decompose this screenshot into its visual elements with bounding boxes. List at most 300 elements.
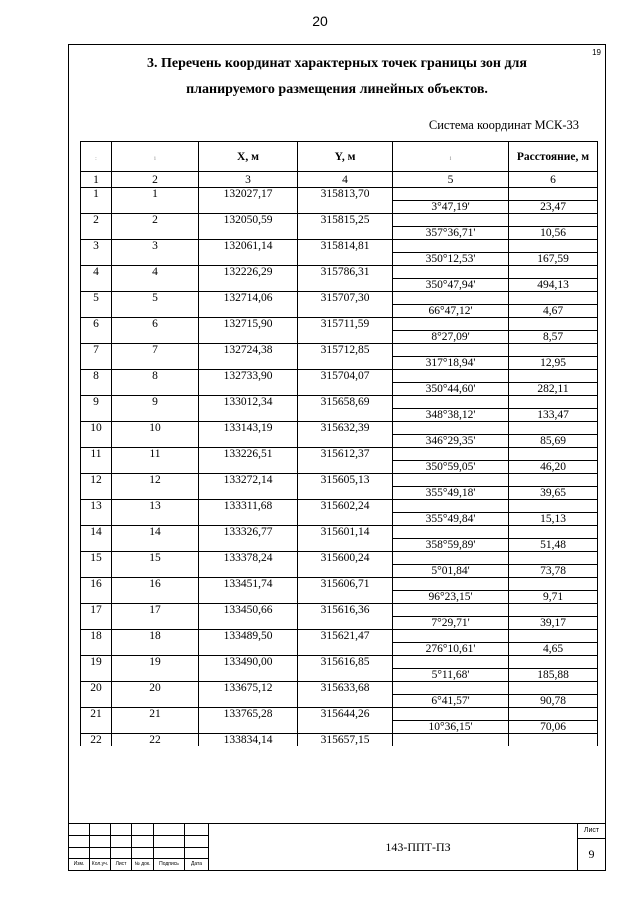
segment-distance-cell: 185,88 xyxy=(509,669,598,682)
column-number-row xyxy=(81,172,598,188)
segment-distance-cell: 23,47 xyxy=(509,201,598,214)
point-seq-cell: 22 xyxy=(81,734,112,747)
point-seq-cell: 10 xyxy=(81,422,112,435)
distance-cell xyxy=(509,708,598,721)
point-seq-cell: 13 xyxy=(81,500,112,513)
title-line-2: планируемого размещения линейных объектов. xyxy=(186,82,488,97)
point-seq-cell: 14 xyxy=(81,526,112,539)
distance-cell xyxy=(509,370,598,383)
direction-angle-cell: 10°36,15' xyxy=(393,721,509,734)
corner-sheet-number: 19 xyxy=(592,48,601,57)
segment-blank-cell xyxy=(298,435,393,448)
segment-blank-cell xyxy=(112,331,199,344)
x-coordinate-cell: 133378,24 xyxy=(199,552,298,565)
point-id-cell: 20 xyxy=(112,682,199,695)
direction-angle-cell: 8°27,09' xyxy=(393,331,509,344)
x-coordinate-cell: 132050,59 xyxy=(199,214,298,227)
direction-angle-cell: 350°44,60' xyxy=(393,383,509,396)
document-frame xyxy=(68,44,606,871)
point-id-cell: 16 xyxy=(112,578,199,591)
header-cell-point: i xyxy=(112,142,199,172)
y-coordinate-cell: 315712,85 xyxy=(298,344,393,357)
segment-row xyxy=(81,617,598,630)
direction-angle-cell: 346°29,35' xyxy=(393,435,509,448)
table-row xyxy=(81,526,598,539)
point-id-cell: 15 xyxy=(112,552,199,565)
segment-distance-cell: 12,95 xyxy=(509,357,598,370)
table-row xyxy=(81,266,598,279)
distance-cell xyxy=(509,448,598,461)
column-number: 3 xyxy=(199,172,298,188)
y-coordinate-cell: 315601,14 xyxy=(298,526,393,539)
x-coordinate-cell: 133451,74 xyxy=(199,578,298,591)
segment-distance-cell: 167,59 xyxy=(509,253,598,266)
segment-blank-cell xyxy=(81,643,112,656)
distance-cell xyxy=(509,422,598,435)
segment-blank-cell xyxy=(112,539,199,552)
point-id-cell: 6 xyxy=(112,318,199,331)
point-seq-cell: 16 xyxy=(81,578,112,591)
x-coordinate-cell: 133489,50 xyxy=(199,630,298,643)
point-seq-cell: 8 xyxy=(81,370,112,383)
segment-blank-cell xyxy=(199,487,298,500)
stamp-row-line xyxy=(69,847,209,848)
segment-blank-cell xyxy=(199,617,298,630)
angle-cell xyxy=(393,292,509,305)
x-coordinate-cell: 132715,90 xyxy=(199,318,298,331)
segment-blank-cell xyxy=(298,643,393,656)
point-id-cell: 3 xyxy=(112,240,199,253)
header-cell-number: : xyxy=(81,142,112,172)
table-row xyxy=(81,552,598,565)
point-id-cell: 21 xyxy=(112,708,199,721)
direction-angle-cell: 66°47,12' xyxy=(393,305,509,318)
table-row xyxy=(81,578,598,591)
table-row xyxy=(81,734,598,747)
x-coordinate-cell: 133226,51 xyxy=(199,448,298,461)
point-id-cell: 19 xyxy=(112,656,199,669)
segment-blank-cell xyxy=(199,253,298,266)
point-id-cell: 8 xyxy=(112,370,199,383)
distance-cell xyxy=(509,734,598,747)
stamp-label: Кол.уч. xyxy=(90,858,111,870)
segment-blank-cell xyxy=(298,565,393,578)
angle-cell xyxy=(393,708,509,721)
y-coordinate-cell: 315644,26 xyxy=(298,708,393,721)
segment-distance-cell: 70,06 xyxy=(509,721,598,734)
y-coordinate-cell: 315657,15 xyxy=(298,734,393,747)
segment-blank-cell xyxy=(298,461,393,474)
segment-distance-cell: 85,69 xyxy=(509,435,598,448)
segment-blank-cell xyxy=(112,357,199,370)
segment-blank-cell xyxy=(199,591,298,604)
distance-cell xyxy=(509,396,598,409)
point-id-cell: 12 xyxy=(112,474,199,487)
stamp-row-line xyxy=(69,835,209,836)
point-seq-cell: 17 xyxy=(81,604,112,617)
segment-blank-cell xyxy=(112,643,199,656)
x-coordinate-cell: 133490,00 xyxy=(199,656,298,669)
segment-row xyxy=(81,565,598,578)
angle-cell xyxy=(393,500,509,513)
segment-blank-cell xyxy=(112,201,199,214)
segment-blank-cell xyxy=(298,669,393,682)
header-cell-y: Y, м xyxy=(298,142,393,172)
segment-blank-cell xyxy=(298,331,393,344)
segment-blank-cell xyxy=(199,539,298,552)
segment-blank-cell xyxy=(81,617,112,630)
segment-blank-cell xyxy=(112,383,199,396)
segment-distance-cell: 494,13 xyxy=(509,279,598,292)
angle-cell xyxy=(393,578,509,591)
angle-cell xyxy=(393,474,509,487)
segment-row xyxy=(81,513,598,526)
table-header-row xyxy=(81,142,598,172)
x-coordinate-cell: 133450,66 xyxy=(199,604,298,617)
distance-cell xyxy=(509,630,598,643)
point-id-cell: 2 xyxy=(112,214,199,227)
segment-blank-cell xyxy=(112,669,199,682)
table-row xyxy=(81,604,598,617)
table-row xyxy=(81,630,598,643)
distance-cell xyxy=(509,578,598,591)
point-id-cell: 11 xyxy=(112,448,199,461)
segment-distance-cell: 51,48 xyxy=(509,539,598,552)
sheet-number: 9 xyxy=(588,847,595,861)
segment-distance-cell: 39,17 xyxy=(509,617,598,630)
y-coordinate-cell: 315616,85 xyxy=(298,656,393,669)
angle-cell xyxy=(393,214,509,227)
table-row xyxy=(81,344,598,357)
angle-cell xyxy=(393,370,509,383)
stamp-label: Изм. xyxy=(69,858,90,870)
point-id-cell: 5 xyxy=(112,292,199,305)
segment-row xyxy=(81,409,598,422)
angle-cell xyxy=(393,448,509,461)
point-seq-cell: 11 xyxy=(81,448,112,461)
segment-row xyxy=(81,305,598,318)
segment-blank-cell xyxy=(199,513,298,526)
segment-blank-cell xyxy=(81,539,112,552)
segment-blank-cell xyxy=(199,409,298,422)
segment-distance-cell: 90,78 xyxy=(509,695,598,708)
segment-blank-cell xyxy=(298,539,393,552)
segment-blank-cell xyxy=(81,565,112,578)
segment-blank-cell xyxy=(112,409,199,422)
column-number: 6 xyxy=(509,172,598,188)
segment-row xyxy=(81,487,598,500)
y-coordinate-cell: 315612,37 xyxy=(298,448,393,461)
segment-blank-cell xyxy=(199,695,298,708)
segment-blank-cell xyxy=(112,695,199,708)
point-id-cell: 14 xyxy=(112,526,199,539)
distance-cell xyxy=(509,266,598,279)
direction-angle-cell: 276°10,61' xyxy=(393,643,509,656)
page-number: 20 xyxy=(312,13,328,29)
segment-row xyxy=(81,357,598,370)
segment-row xyxy=(81,279,598,292)
angle-cell xyxy=(393,188,509,201)
direction-angle-cell: 350°12,53' xyxy=(393,253,509,266)
angle-cell xyxy=(393,344,509,357)
angle-cell xyxy=(393,682,509,695)
table-row xyxy=(81,318,598,331)
point-seq-cell: 5 xyxy=(81,292,112,305)
y-coordinate-cell: 315711,59 xyxy=(298,318,393,331)
segment-distance-cell: 282,11 xyxy=(509,383,598,396)
segment-row xyxy=(81,227,598,240)
point-seq-cell: 1 xyxy=(81,188,112,201)
point-seq-cell: 15 xyxy=(81,552,112,565)
y-coordinate-cell: 315815,25 xyxy=(298,214,393,227)
segment-blank-cell xyxy=(81,669,112,682)
point-seq-cell: 18 xyxy=(81,630,112,643)
segment-blank-cell xyxy=(81,383,112,396)
angle-cell xyxy=(393,396,509,409)
segment-blank-cell xyxy=(199,331,298,344)
segment-blank-cell xyxy=(199,279,298,292)
segment-blank-cell xyxy=(81,487,112,500)
segment-blank-cell xyxy=(199,305,298,318)
direction-angle-cell: 317°18,94' xyxy=(393,357,509,370)
segment-blank-cell xyxy=(81,331,112,344)
point-id-cell: 7 xyxy=(112,344,199,357)
segment-blank-cell xyxy=(81,253,112,266)
table-row xyxy=(81,370,598,383)
segment-distance-cell: 8,57 xyxy=(509,331,598,344)
direction-angle-cell: 5°11,68' xyxy=(393,669,509,682)
direction-angle-cell: 6°41,57' xyxy=(393,695,509,708)
segment-distance-cell: 15,13 xyxy=(509,513,598,526)
distance-cell xyxy=(509,656,598,669)
table-row xyxy=(81,396,598,409)
point-seq-cell: 19 xyxy=(81,656,112,669)
angle-cell xyxy=(393,604,509,617)
segment-blank-cell xyxy=(112,617,199,630)
segment-blank-cell xyxy=(199,357,298,370)
segment-blank-cell xyxy=(298,487,393,500)
stamp-label: Дата xyxy=(185,858,209,870)
x-coordinate-cell: 132027,17 xyxy=(199,188,298,201)
direction-angle-cell: 358°59,89' xyxy=(393,539,509,552)
y-coordinate-cell: 315707,30 xyxy=(298,292,393,305)
angle-cell xyxy=(393,630,509,643)
direction-angle-cell: 350°59,05' xyxy=(393,461,509,474)
table-row xyxy=(81,708,598,721)
y-coordinate-cell: 315658,69 xyxy=(298,396,393,409)
segment-blank-cell xyxy=(81,305,112,318)
segment-row xyxy=(81,591,598,604)
distance-cell xyxy=(509,500,598,513)
x-coordinate-cell: 133272,14 xyxy=(199,474,298,487)
direction-angle-cell: 350°47,94' xyxy=(393,279,509,292)
distance-cell xyxy=(509,318,598,331)
segment-distance-cell: 46,20 xyxy=(509,461,598,474)
stamp-row-line xyxy=(69,858,209,859)
x-coordinate-cell: 133834,14 xyxy=(199,734,298,747)
segment-blank-cell xyxy=(112,591,199,604)
x-coordinate-cell: 133012,34 xyxy=(199,396,298,409)
sheet-label: Лист xyxy=(578,824,605,839)
segment-blank-cell xyxy=(199,643,298,656)
segment-blank-cell xyxy=(199,435,298,448)
direction-angle-cell: 357°36,71' xyxy=(393,227,509,240)
table-row xyxy=(81,214,598,227)
y-coordinate-cell: 315606,71 xyxy=(298,578,393,591)
segment-blank-cell xyxy=(81,409,112,422)
stamp-label: № док. xyxy=(132,858,154,870)
point-seq-cell: 12 xyxy=(81,474,112,487)
distance-cell xyxy=(509,214,598,227)
segment-blank-cell xyxy=(199,461,298,474)
segment-blank-cell xyxy=(298,305,393,318)
x-coordinate-cell: 132061,14 xyxy=(199,240,298,253)
segment-blank-cell xyxy=(298,227,393,240)
segment-blank-cell xyxy=(199,721,298,734)
y-coordinate-cell: 315616,36 xyxy=(298,604,393,617)
direction-angle-cell: 355°49,84' xyxy=(393,513,509,526)
x-coordinate-cell: 133326,77 xyxy=(199,526,298,539)
segment-blank-cell xyxy=(199,669,298,682)
point-id-cell: 1 xyxy=(112,188,199,201)
segment-distance-cell: 4,67 xyxy=(509,305,598,318)
segment-blank-cell xyxy=(112,227,199,240)
segment-blank-cell xyxy=(112,461,199,474)
segment-blank-cell xyxy=(112,305,199,318)
segment-row xyxy=(81,721,598,734)
direction-angle-cell: 3°47,19' xyxy=(393,201,509,214)
x-coordinate-cell: 132714,06 xyxy=(199,292,298,305)
document-code: 143-ППТ-ПЗ xyxy=(385,839,451,854)
column-number: 1 xyxy=(81,172,112,188)
point-id-cell: 13 xyxy=(112,500,199,513)
y-coordinate-cell: 315600,24 xyxy=(298,552,393,565)
segment-blank-cell xyxy=(112,513,199,526)
segment-blank-cell xyxy=(81,721,112,734)
stamp-label: Лист xyxy=(111,858,132,870)
segment-blank-cell xyxy=(112,253,199,266)
segment-blank-cell xyxy=(81,695,112,708)
segment-blank-cell xyxy=(199,565,298,578)
point-seq-cell: 4 xyxy=(81,266,112,279)
coordinate-system-label: Система координат МСК-33 xyxy=(428,118,579,132)
angle-cell xyxy=(393,266,509,279)
direction-angle-cell: 96°23,15' xyxy=(393,591,509,604)
segment-blank-cell xyxy=(298,201,393,214)
segment-blank-cell xyxy=(298,409,393,422)
segment-row xyxy=(81,669,598,682)
segment-blank-cell xyxy=(81,357,112,370)
distance-cell xyxy=(509,682,598,695)
y-coordinate-cell: 315704,07 xyxy=(298,370,393,383)
segment-blank-cell xyxy=(81,201,112,214)
x-coordinate-cell: 133765,28 xyxy=(199,708,298,721)
segment-distance-cell: 10,56 xyxy=(509,227,598,240)
table-row xyxy=(81,474,598,487)
distance-cell xyxy=(509,240,598,253)
distance-cell xyxy=(509,526,598,539)
x-coordinate-cell: 132226,29 xyxy=(199,266,298,279)
point-id-cell: 4 xyxy=(112,266,199,279)
y-coordinate-cell: 315813,70 xyxy=(298,188,393,201)
segment-blank-cell xyxy=(81,591,112,604)
x-coordinate-cell: 133143,19 xyxy=(199,422,298,435)
table-row xyxy=(81,240,598,253)
direction-angle-cell: 355°49,18' xyxy=(393,487,509,500)
segment-row xyxy=(81,643,598,656)
segment-row xyxy=(81,383,598,396)
column-number: 4 xyxy=(298,172,393,188)
column-number: 2 xyxy=(112,172,199,188)
table-row xyxy=(81,188,598,201)
point-seq-cell: 7 xyxy=(81,344,112,357)
angle-cell xyxy=(393,526,509,539)
angle-cell xyxy=(393,656,509,669)
title-line-1: 3. Перечень координат характерных точек границы зон для xyxy=(147,56,527,71)
segment-blank-cell xyxy=(199,227,298,240)
coordinates-table xyxy=(80,141,598,746)
angle-cell xyxy=(393,318,509,331)
distance-cell xyxy=(509,474,598,487)
column-number: 5 xyxy=(393,172,509,188)
segment-distance-cell: 4,65 xyxy=(509,643,598,656)
distance-cell xyxy=(509,292,598,305)
segment-blank-cell xyxy=(112,487,199,500)
point-seq-cell: 2 xyxy=(81,214,112,227)
header-cell-distance: Расстояние, м xyxy=(509,142,598,172)
segment-row xyxy=(81,253,598,266)
direction-angle-cell: 5°01,84' xyxy=(393,565,509,578)
distance-cell xyxy=(509,344,598,357)
segment-blank-cell xyxy=(298,591,393,604)
distance-cell xyxy=(509,188,598,201)
segment-distance-cell: 39,65 xyxy=(509,487,598,500)
segment-row xyxy=(81,539,598,552)
x-coordinate-cell: 132733,90 xyxy=(199,370,298,383)
segment-row xyxy=(81,695,598,708)
segment-blank-cell xyxy=(81,435,112,448)
x-coordinate-cell: 133311,68 xyxy=(199,500,298,513)
y-coordinate-cell: 315786,31 xyxy=(298,266,393,279)
point-id-cell: 10 xyxy=(112,422,199,435)
angle-cell xyxy=(393,734,509,747)
segment-blank-cell xyxy=(298,617,393,630)
y-coordinate-cell: 315605,13 xyxy=(298,474,393,487)
x-coordinate-cell: 132724,38 xyxy=(199,344,298,357)
y-coordinate-cell: 315632,39 xyxy=(298,422,393,435)
segment-row xyxy=(81,461,598,474)
segment-distance-cell: 73,78 xyxy=(509,565,598,578)
point-seq-cell: 20 xyxy=(81,682,112,695)
segment-blank-cell xyxy=(112,435,199,448)
header-cell-angle: i xyxy=(393,142,509,172)
direction-angle-cell: 7°29,71' xyxy=(393,617,509,630)
segment-blank-cell xyxy=(199,201,298,214)
table-row xyxy=(81,292,598,305)
segment-blank-cell xyxy=(112,565,199,578)
segment-blank-cell xyxy=(81,227,112,240)
segment-row xyxy=(81,435,598,448)
segment-blank-cell xyxy=(112,279,199,292)
stamp-label: Подпись xyxy=(154,858,185,870)
table-row xyxy=(81,500,598,513)
segment-distance-cell: 9,71 xyxy=(509,591,598,604)
y-coordinate-cell: 315814,81 xyxy=(298,240,393,253)
segment-distance-cell: 133,47 xyxy=(509,409,598,422)
header-cell-x: X, м xyxy=(199,142,298,172)
angle-cell xyxy=(393,240,509,253)
table-row xyxy=(81,422,598,435)
